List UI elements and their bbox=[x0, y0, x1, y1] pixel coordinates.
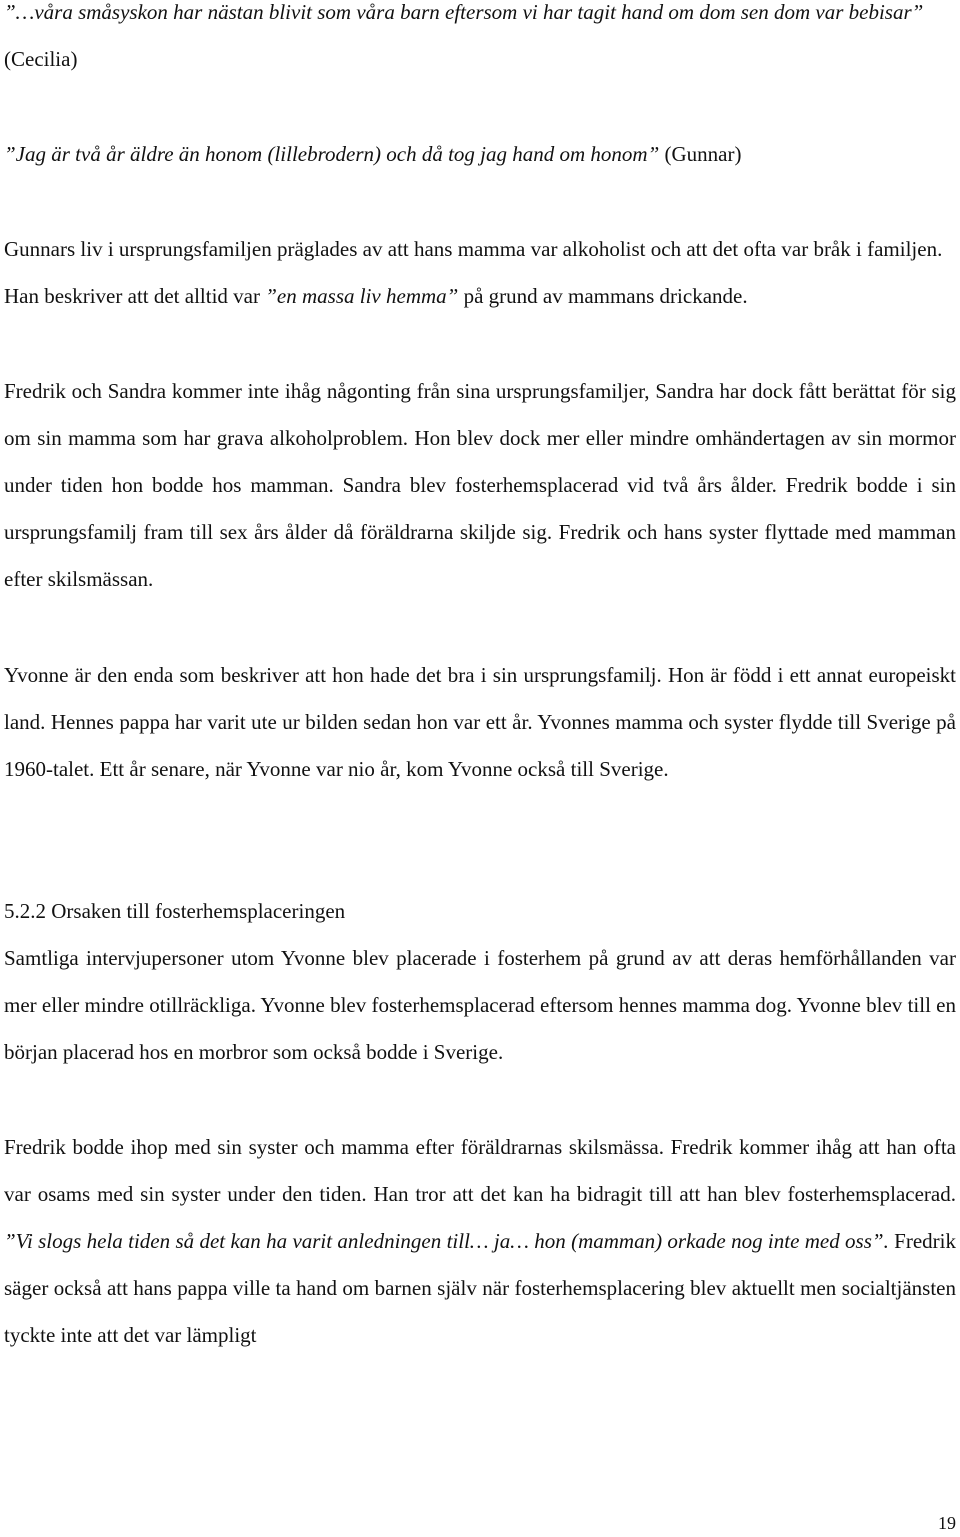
paragraph-text: på grund av mammans drickande. bbox=[458, 284, 748, 308]
page-number: 19 bbox=[938, 1513, 956, 1533]
section-heading: 5.2.2 Orsaken till fosterhemsplaceringen bbox=[4, 899, 346, 923]
speaker-name: (Gunnar) bbox=[664, 142, 742, 166]
paragraph-text: Fredrik säger också att hans pappa ville ta hand om barnen själv när fosterhemsplacering blev aktuellt men socialtjänsten tyckte inte att det var lämpligt bbox=[4, 1229, 957, 1347]
paragraph-text: Gunnars liv i ursprungsfamiljen präglades av att hans mamma var alkoholist och att det ofta var bråk i familjen. Han beskriver att det alltid var bbox=[4, 237, 943, 308]
paragraph-placement-reasons: Samtliga intervjupersoner utom Yvonne blev placerade i fosterhem på grund av att deras hemförhållanden var mer eller mindre otillräckliga. Yvonne blev fosterhemsplacerad eftersom hennes mamma dog. Yvonne blev till en början placerad hos en morbror som också bodde i Sverige. bbox=[4, 946, 956, 1064]
quote-text: ”…våra småsyskon har nästan blivit som våra barn eftersom vi har tagit hand om dom sen dom var bebisar” bbox=[4, 0, 924, 24]
paragraph-text: Fredrik bodde ihop med sin syster och mamma efter föräldrarnas skilsmässa. Fredrik kommer ihåg att han ofta var osams med sin syster under den tiden. Han tror att det kan ha bidragit till att han blev fosterhemsplacerad. bbox=[4, 1135, 956, 1206]
speaker-name: (Cecilia) bbox=[4, 47, 78, 71]
quote-text: ”Jag är två år äldre än honom (lillebrodern) och då tog jag hand om honom” bbox=[4, 142, 660, 166]
inline-quote: ”en massa liv hemma” bbox=[265, 284, 459, 308]
inline-quote: ”Vi slogs hela tiden så det kan ha varit anledningen till… ja… hon (mamman) orkade nog inte med oss”. bbox=[4, 1229, 889, 1253]
quote-gunnar bbox=[4, 131, 956, 178]
paragraph-gunnar-family bbox=[4, 226, 956, 320]
paragraph-fredrik-sandra: Fredrik och Sandra kommer inte ihåg någonting från sina ursprungsfamiljer, Sandra har dock fått berättat för sig om sin mamma som har grava alkoholproblem. Hon blev dock mer eller mindre omhändertagen av sin mormor under tiden hon bodde hos mamman. Sandra blev fosterhemsplacerad vid två års ålder. Fredrik bodde i sin ursprungsfamilj fram till sex års ålder då föräldrarna skiljde sig. Fredrik och hans syster flyttade med mamman efter skilsmässan. bbox=[4, 379, 956, 591]
paragraph-yvonne: Yvonne är den enda som beskriver att hon hade det bra i sin ursprungsfamilj. Hon är född i ett annat europeiskt land. Hennes pappa har varit ute ur bilden sedan hon var ett år. Yvonnes mamma och syster flydde till Sverige på 1960-talet. Ett år senare, när Yvonne var nio år, kom Yvonne också till Sverige. bbox=[4, 663, 956, 781]
quote-cecilia bbox=[4, 0, 956, 83]
paragraph-fredrik-placement bbox=[4, 1124, 956, 1359]
